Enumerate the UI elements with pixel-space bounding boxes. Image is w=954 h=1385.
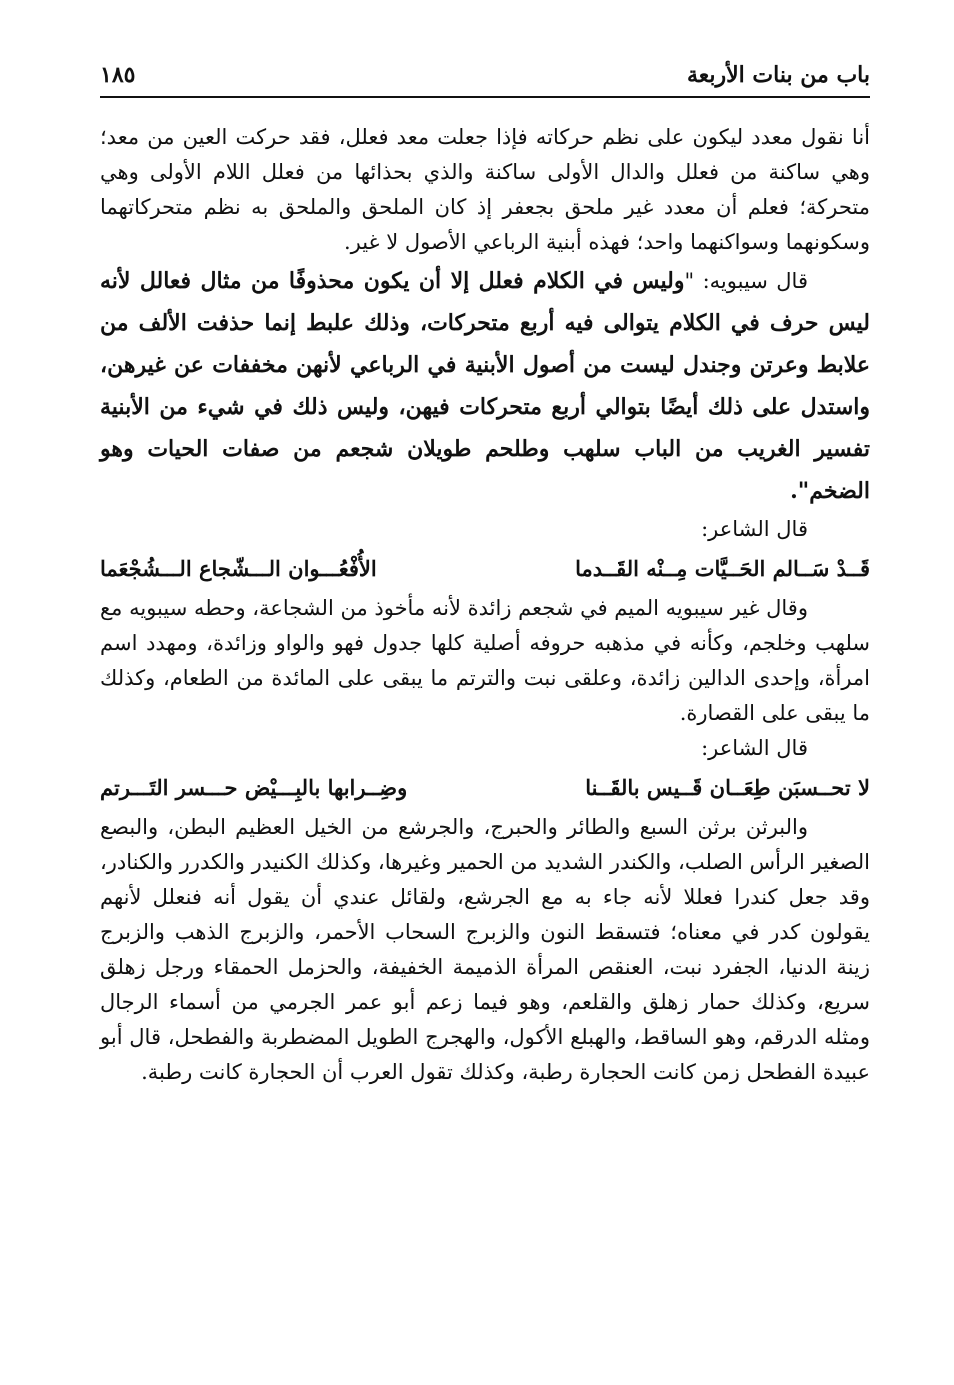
paragraph-1: أنا نقول معدد ليكون على نظم حركاته فإذا جعلت معد فعلل، فقد حركت العين من معد؛ وهي ساكنة من فعلل والدال الأولى ساكنة والذي بحذائها من فعلل اللام الأولى وهي متحركة؛ فعلم أن معدد غير ملحق بجعفر إذ كان الملحق والملحق به نظم متحركاتهما وسكونهما وسواكنهما واحد؛ فهذه أبنية الرباعي الأصول لا غير. (100, 125, 870, 254)
poet-label-2: قال الشاعر: (701, 736, 808, 760)
verse-2-first-hemistich: لا تحــسبَن طِعَــان قَــيس بالقَــنا (585, 775, 870, 800)
book-page (100, 50, 870, 1090)
verse-1-second-hemistich: الأُفْعُـــوان الـــشّجاع الـــشُجْعَما (100, 556, 377, 581)
quote-text: وليس في الكلام فعلل إلا أن يكون محذوفًا من مثال فعالل لأنه ليس حرف في الكلام يتوالى فيه أربع متحركات، وذلك علبط إنما حذفت الألف من علابط وعرتن وجندل ليست من أصول الأبنية في الرباعي لأنهن مخففات عن غيرهن، واستدل على ذلك أيضًا بتوالي أربع متحركات فيهن، وليس ذلك في شيء من الأبنية تفسير الغريب من الباب سلهب وطلحم طويلان شجعم من صفات الحيات وهو الضخم". (100, 268, 871, 504)
paragraph-4: والبرثن برثن السبع والطائر والحبرج، والجرشع من الخيل العظيم البطن، والبصع الصغير الرأس الصلب، والكندر الشديد من الحمير وغيرها، وكذلك الكنيدر والكدرر والكنادر، وقد جعل كندرا فعللا لأنه جاء به مع الجرشع، ولقائل عندي أن يقول أنه فنعلل لأنهم يقولون كدر في معناه؛ فتسقط النون والزبرج السحاب الأحمر، والزبرج الذهب والزبرج زينة الدنيا، الجفرد نبت، العنقص المرأة الذميمة الخفيفة، والحزمل الحمقاء ورجل زهلق سريع، وكذلك حمار زهلق والقلعم، وهو فيما زعم أبو عمر الجرمي من أسماء الرجال ومثله الدرقم، وهو الساقط، والهبلع الأكول، والهجرج الطويل المضطربة والفطحل، قال أبو عبيدة الفطحل زمن كانت الحجارة رطبة، وكذلك تقول العرب أن الحجارة كانت رطبة. (100, 815, 870, 1084)
quote-intro: قال سيبويه: " (684, 269, 808, 293)
paragraph-3: وقال غير سيبويه الميم في شجعم زائدة لأنه مأخوذ من الشجاعة، وحطه سيبويه مع سلهب وخلجم، وكأنه في مذهبه حروفه أصلية كلها جدول فهو والواو وزائدة، ومهدد اسم امرأة، وإحدى الدالين زائدة، وعلقى نبت والترتم ما يبقى على المائدة من الطعام، وكذلك ما يبقى على القصارة. (100, 596, 870, 725)
verse-1 (100, 547, 870, 591)
page-number: ١٨٥ (100, 62, 136, 88)
poet-label-1: قال الشاعر: (701, 517, 808, 541)
verse-2 (100, 766, 870, 810)
verse-1-first-hemistich: قَــدْ سَــالم الحَــيَّات مِــنْه القَــدما (575, 556, 870, 581)
sibawayh-quote-paragraph (100, 260, 870, 512)
page-body (100, 120, 870, 1090)
verse-2-second-hemistich: وضِــرابها بالبِـــيْض حـــسر التَـــرتم (100, 775, 408, 800)
page-header (100, 50, 870, 98)
chapter-title: باب من بنات الأربعة (686, 62, 870, 88)
